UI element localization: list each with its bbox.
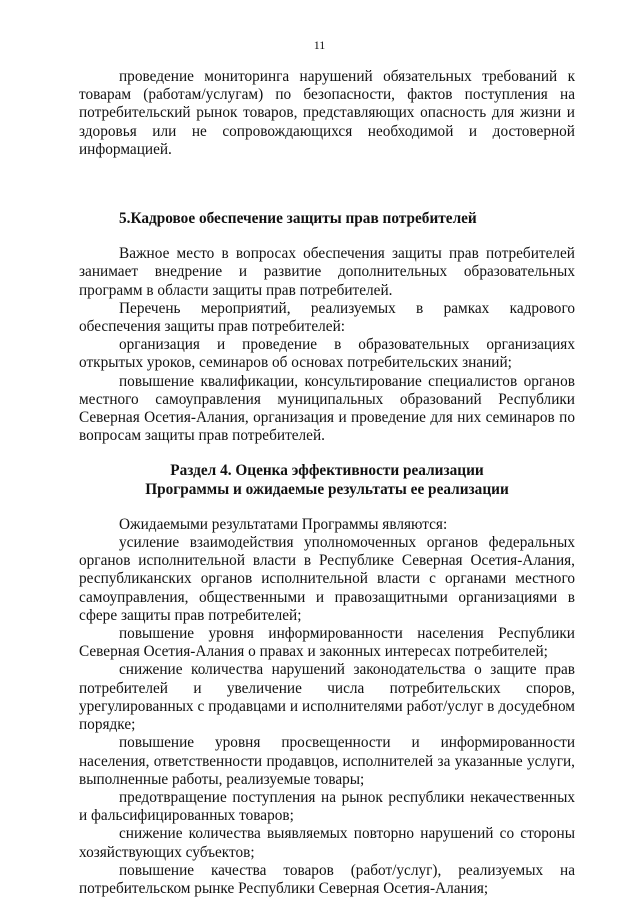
section4-paragraph: повышение качества товаров (работ/услуг), реализуемых на потребительском рынке Республики Северная Осетия-Алания; [79,861,575,897]
section4-paragraph: повышение уровня информированности населения Республики Северная Осетия-Алания о правах и законных интересах потребителей; [79,625,575,661]
section5-paragraph: повышение квалификации, консультирование специалистов органов местного самоуправления муниципальных образований Республики Северная Осетия-Алания, организация и проведение для них семинаров по вопросам защиты прав потребителей. [79,372,575,445]
section4-paragraph: снижение количества нарушений законодательства о защите прав потребителей и увеличение числа потребительских споров, урегулированных с продавцами и исполнителями работ/услуг в досудебном порядке; [79,661,575,734]
section5-paragraph: Перечень мероприятий, реализуемых в рамках кадрового обеспечения защиты прав потребителей: [79,299,575,336]
spacer [79,159,575,210]
section4-title-line2: Программы и ожидаемые результаты ее реализации [145,480,509,498]
section4-paragraph: повышение уровня просвещенности и информированности населения, ответственности продавцов, исполнителей за указанные услуги, выполненные работы, реализуемые товары; [79,734,575,788]
section4-paragraph: снижение количества выявляемых повторно нарушений со стороны хозяйствующих субъектов; [79,825,575,861]
section4-paragraph: Ожидаемыми результатами Программы являются: [119,515,448,533]
page-content [79,68,575,898]
section5-heading: 5.Кадровое обеспечение защиты прав потребителей [119,210,477,228]
intro-paragraph: проведение мониторинга нарушений обязательных требований к товарам (работам/услугам) по безопасности, фактов поступления на потребительский рынок товаров, представляющих опасность для жизни и здоровья или не сопровождающихся необходимой и достоверной информацией. [79,68,575,158]
section4-title-line1: Раздел 4. Оценка эффективности реализации [170,462,484,480]
section5-paragraph: Важное место в вопросах обеспечения защиты прав потребителей занимает внедрение и развитие дополнительных образовательных программ в области защиты прав потребителей. [79,245,575,299]
spacer [79,228,575,245]
section4-paragraph: предотвращение поступления на рынок республики некачественных и фальсифицированных товаров; [79,788,575,825]
page-number: 11 [313,38,326,52]
spacer [79,445,575,462]
section4-paragraph: усиление взаимодействия уполномоченных органов федеральных органов исполнительной власти в Республике Северная Осетия-Алания, республиканских органов исполнительной власти с органами местного самоуправления, общественными и правозащитными организациями в сфере защиты прав потребителей; [79,534,575,624]
spacer [79,499,575,516]
section5-paragraph: организация и проведение в образовательных организациях открытых уроков, семинаров об основах потребительских знаний; [79,336,575,372]
